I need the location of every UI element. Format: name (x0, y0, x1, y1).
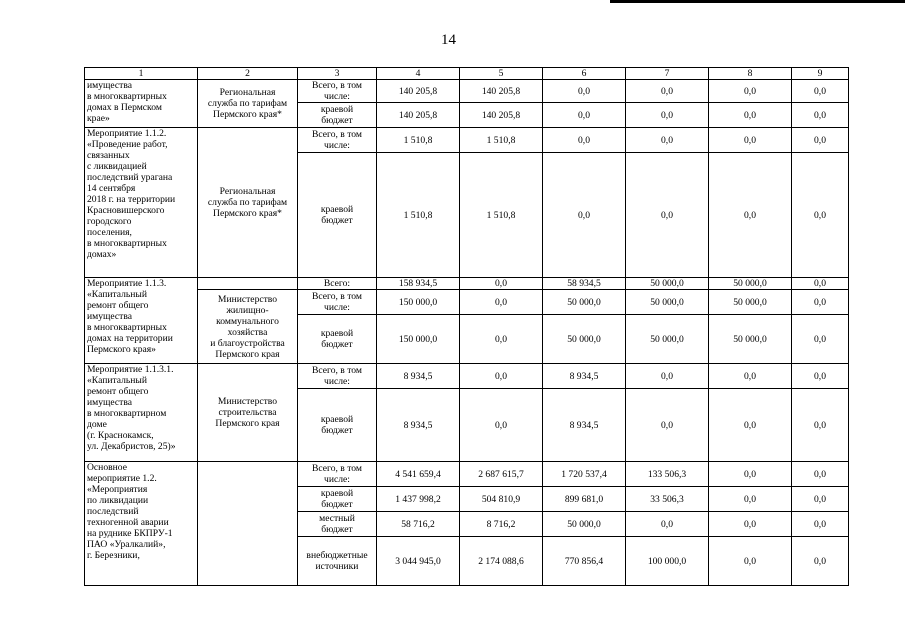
executor-name: Министерство строительства Пермского края (198, 364, 298, 462)
value-cell: 0,0 (460, 290, 543, 315)
value-cell: 0,0 (626, 153, 709, 278)
value-cell: 8 934,5 (377, 364, 460, 389)
value-cell: 0,0 (460, 364, 543, 389)
value-cell: 50 000,0 (626, 290, 709, 315)
value-cell: 1 720 537,4 (543, 462, 626, 487)
value-cell: 0,0 (543, 153, 626, 278)
column-number: 2 (198, 68, 298, 80)
value-cell: 0,0 (792, 80, 849, 103)
value-cell: 4 541 659,4 (377, 462, 460, 487)
value-cell: 140 205,8 (377, 80, 460, 103)
table-row (85, 462, 849, 487)
column-number: 9 (792, 68, 849, 80)
value-cell: 8 934,5 (543, 389, 626, 462)
page-number: 14 (441, 32, 456, 48)
funding-source: Всего: (298, 278, 377, 290)
value-cell: 0,0 (626, 512, 709, 537)
column-number: 1 (85, 68, 198, 80)
value-cell: 0,0 (792, 364, 849, 389)
value-cell: 899 681,0 (543, 487, 626, 512)
value-cell: 8 934,5 (543, 364, 626, 389)
value-cell: 0,0 (792, 462, 849, 487)
funding-source: Всего, в том числе: (298, 364, 377, 389)
value-cell: 1 510,8 (460, 128, 543, 153)
value-cell: 50 000,0 (709, 315, 792, 364)
measure-title: Основное мероприятие 1.2. «Мероприятия по ликвидации последствий техногенной аварии на руднике БКПРУ-1 ПАО «Уралкалий», г. Березники, (85, 462, 198, 586)
value-cell: 8 716,2 (460, 512, 543, 537)
value-cell: 50 000,0 (626, 278, 709, 290)
funding-source: краевой бюджет (298, 153, 377, 278)
value-cell: 0,0 (792, 315, 849, 364)
value-cell: 1 510,8 (377, 128, 460, 153)
value-cell: 158 934,5 (377, 278, 460, 290)
measure-title: имущества в многоквартирных домах в Пермском крае» (85, 80, 198, 128)
value-cell: 140 205,8 (460, 103, 543, 128)
value-cell: 2 687 615,7 (460, 462, 543, 487)
value-cell: 0,0 (543, 80, 626, 103)
table-row (85, 364, 849, 389)
value-cell: 0,0 (626, 103, 709, 128)
value-cell: 3 044 945,0 (377, 537, 460, 586)
column-number: 4 (377, 68, 460, 80)
value-cell: 140 205,8 (460, 80, 543, 103)
value-cell: 1 510,8 (460, 153, 543, 278)
value-cell: 50 000,0 (709, 278, 792, 290)
value-cell: 100 000,0 (626, 537, 709, 586)
column-number: 6 (543, 68, 626, 80)
measure-title: Мероприятие 1.1.3.1. «Капитальный ремонт общего имущества в многоквартирном доме (г. Краснокамск, ул. Декабристов, 25)» (85, 364, 198, 462)
column-number: 3 (298, 68, 377, 80)
executor-name: Министерство жилищно- коммунального хозяйства и благоустройства Пермского края (198, 290, 298, 364)
value-cell: 33 506,3 (626, 487, 709, 512)
top-rule (610, 0, 905, 3)
budget-table (84, 67, 849, 586)
value-cell: 50 000,0 (543, 290, 626, 315)
column-number: 7 (626, 68, 709, 80)
value-cell: 0,0 (709, 537, 792, 586)
funding-source: Всего, в том числе: (298, 128, 377, 153)
executor-name: Региональная служба по тарифам Пермского края* (198, 128, 298, 278)
value-cell: 0,0 (709, 364, 792, 389)
value-cell: 0,0 (543, 128, 626, 153)
executor-name (198, 462, 298, 586)
value-cell: 0,0 (709, 153, 792, 278)
funding-source: Всего, в том числе: (298, 80, 377, 103)
value-cell: 0,0 (543, 103, 626, 128)
value-cell: 58 934,5 (543, 278, 626, 290)
value-cell: 1 437 998,2 (377, 487, 460, 512)
funding-source: краевой бюджет (298, 315, 377, 364)
value-cell: 58 716,2 (377, 512, 460, 537)
value-cell: 504 810,9 (460, 487, 543, 512)
funding-source: краевой бюджет (298, 389, 377, 462)
table-row (85, 128, 849, 153)
value-cell: 150 000,0 (377, 315, 460, 364)
value-cell: 50 000,0 (709, 290, 792, 315)
value-cell: 0,0 (460, 315, 543, 364)
value-cell: 0,0 (792, 537, 849, 586)
value-cell: 50 000,0 (543, 512, 626, 537)
funding-source: Всего, в том числе: (298, 462, 377, 487)
column-number: 8 (709, 68, 792, 80)
value-cell: 0,0 (709, 487, 792, 512)
value-cell: 0,0 (460, 278, 543, 290)
executor-blank (198, 278, 298, 290)
value-cell: 0,0 (460, 389, 543, 462)
funding-source: краевой бюджет (298, 487, 377, 512)
funding-source: внебюджетные источники (298, 537, 377, 586)
column-number: 5 (460, 68, 543, 80)
table-row (85, 290, 849, 315)
executor-name: Региональная служба по тарифам Пермского края* (198, 80, 298, 128)
value-cell: 133 506,3 (626, 462, 709, 487)
value-cell: 0,0 (709, 80, 792, 103)
value-cell: 0,0 (709, 512, 792, 537)
value-cell: 150 000,0 (377, 290, 460, 315)
value-cell: 0,0 (709, 103, 792, 128)
measure-title: Мероприятие 1.1.3. «Капитальный ремонт общего имущества в многоквартирных домах на территории Пермского края» (85, 278, 198, 364)
measure-title: Мероприятие 1.1.2. «Проведение работ, связанных с ликвидацией последствий урагана 14 сентября 2018 г. на территории Красновишерского городского поселения, в многоквартирных домах» (85, 128, 198, 278)
value-cell: 0,0 (709, 389, 792, 462)
value-cell: 770 856,4 (543, 537, 626, 586)
value-cell: 0,0 (709, 128, 792, 153)
value-cell: 2 174 088,6 (460, 537, 543, 586)
value-cell: 0,0 (792, 103, 849, 128)
value-cell: 0,0 (792, 512, 849, 537)
value-cell: 1 510,8 (377, 153, 460, 278)
value-cell: 0,0 (626, 128, 709, 153)
value-cell: 0,0 (626, 389, 709, 462)
value-cell: 8 934,5 (377, 389, 460, 462)
table-row (85, 80, 849, 103)
value-cell: 50 000,0 (543, 315, 626, 364)
value-cell: 50 000,0 (626, 315, 709, 364)
value-cell: 0,0 (626, 364, 709, 389)
value-cell: 0,0 (792, 278, 849, 290)
value-cell: 0,0 (709, 462, 792, 487)
value-cell: 140 205,8 (377, 103, 460, 128)
funding-source: местный бюджет (298, 512, 377, 537)
column-numbers-row (85, 68, 849, 80)
value-cell: 0,0 (792, 290, 849, 315)
value-cell: 0,0 (792, 153, 849, 278)
value-cell: 0,0 (626, 80, 709, 103)
funding-source: краевой бюджет (298, 103, 377, 128)
value-cell: 0,0 (792, 128, 849, 153)
value-cell: 0,0 (792, 389, 849, 462)
funding-source: Всего, в том числе: (298, 290, 377, 315)
value-cell: 0,0 (792, 487, 849, 512)
table-row (85, 278, 849, 290)
